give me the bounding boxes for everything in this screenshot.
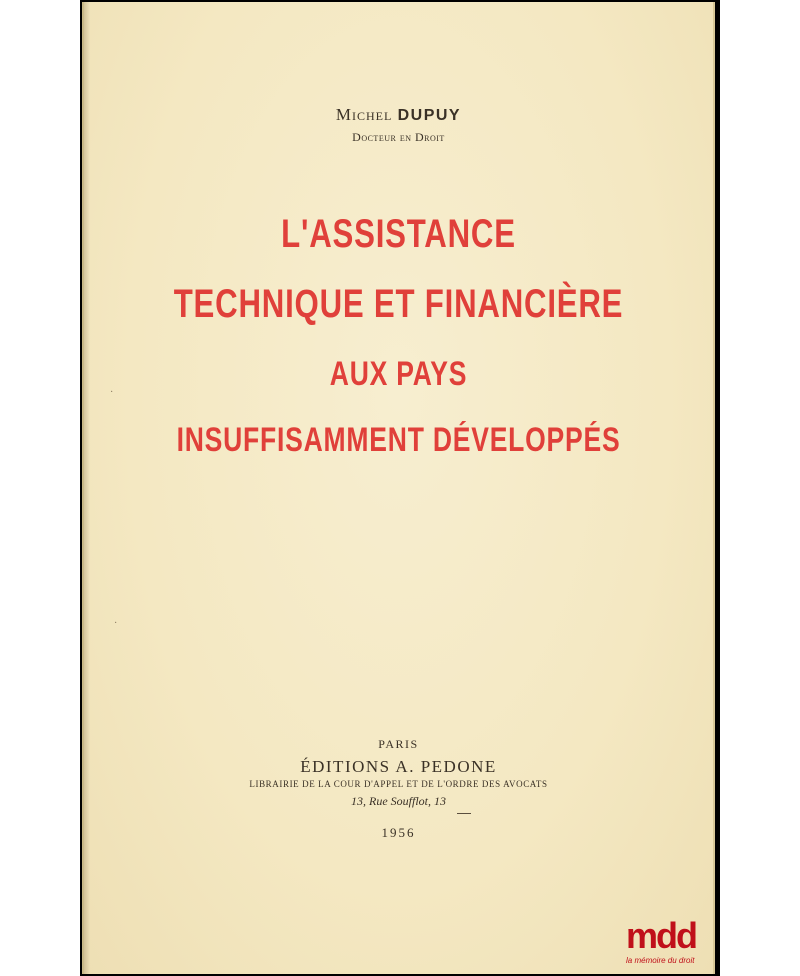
author-name [84, 105, 713, 125]
author-degree: Docteur en Droit [352, 130, 445, 144]
paper-speck: · [110, 387, 114, 398]
publisher-address: 13, Rue Soufflot, 13 [351, 794, 446, 808]
logo-tagline: la mémoire du droit [626, 956, 695, 965]
divider [457, 813, 471, 814]
title-line-2: TECHNIQUE ET FINANCIÈRE [173, 282, 624, 326]
publisher-name: ÉDITIONS A. PEDONE [300, 757, 497, 776]
title-line-3: AUX PAYS [329, 355, 468, 393]
title-line-1: L'ASSISTANCE [281, 212, 516, 256]
author-first-name: Michel [335, 105, 393, 124]
mdd-logo [626, 916, 712, 966]
publication-year: 1956 [381, 825, 416, 840]
book-cover [82, 2, 715, 974]
paper-speck: · [114, 618, 118, 629]
publisher-library: LIBRAIRIE DE LA COUR D'APPEL ET DE L'ORDRE DES AVOCATS [249, 779, 548, 789]
author-surname: DUPUY [397, 107, 462, 124]
logo-text: mdd [626, 915, 696, 956]
title-line-4: INSUFFISAMMENT DÉVELOPPÉS [176, 421, 621, 459]
imprint-city: PARIS [378, 737, 419, 751]
